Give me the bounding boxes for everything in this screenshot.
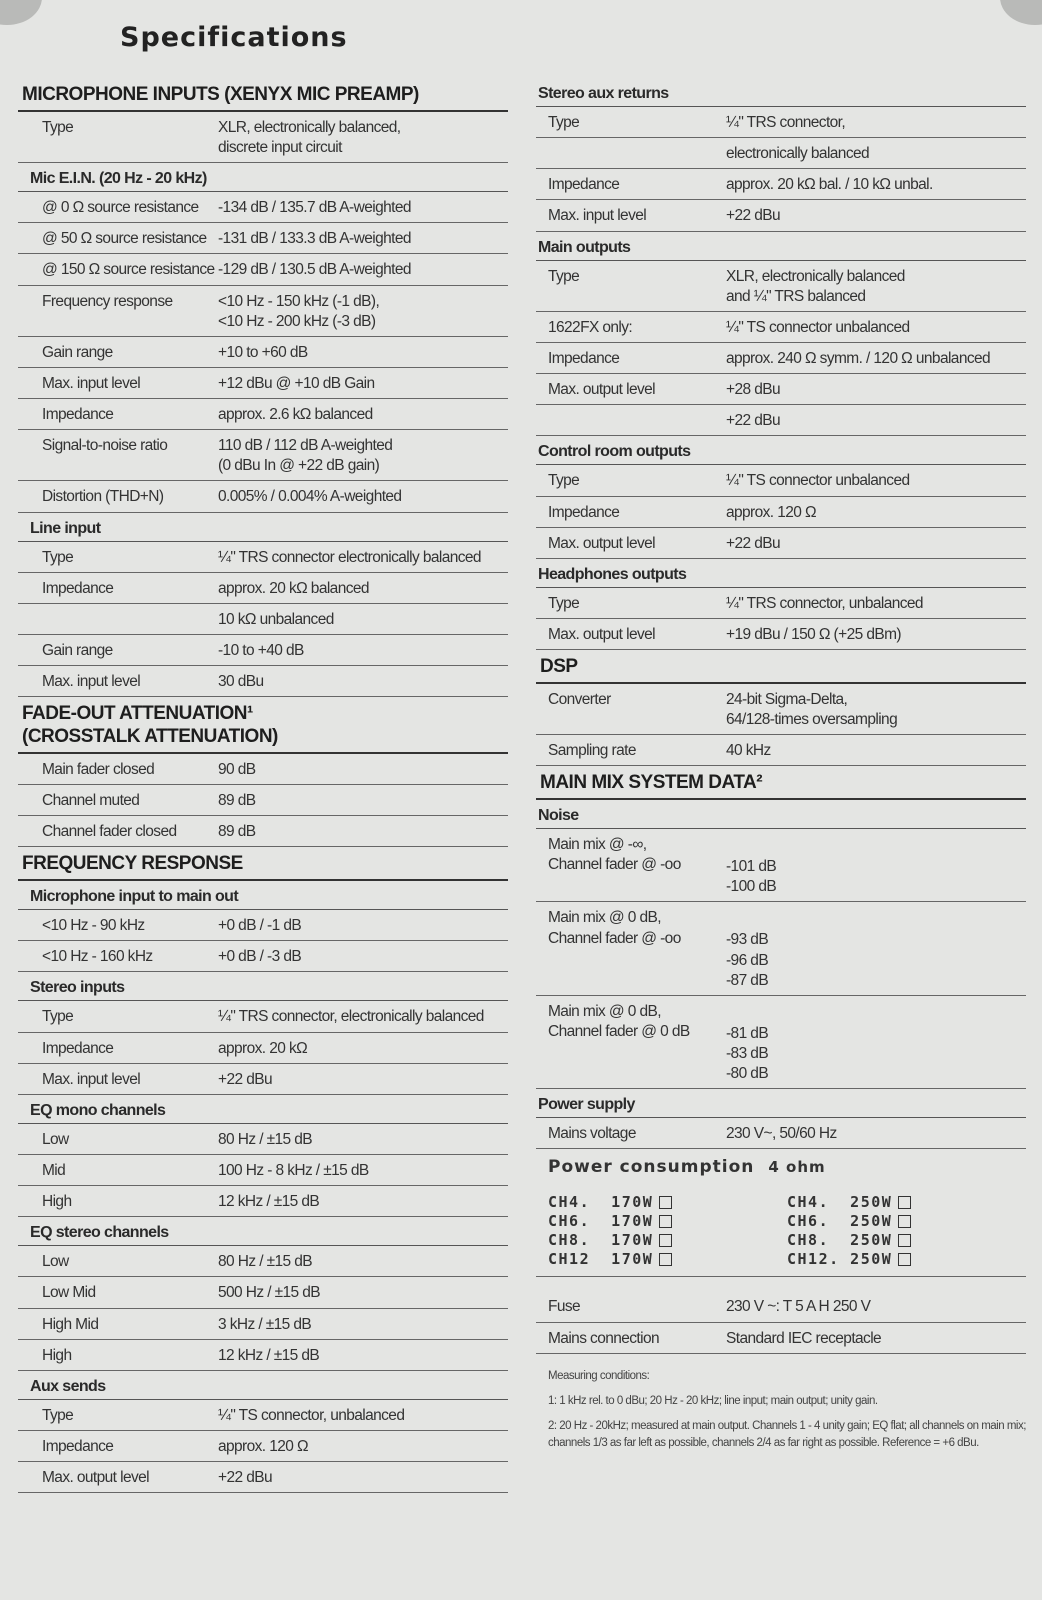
spec-row bbox=[18, 1064, 508, 1095]
subsection-heading-mic-e-i-n-20-hz-20-khz: Mic E.I.N. (20 Hz - 20 kHz) bbox=[18, 165, 508, 192]
spec-label: Max. input level bbox=[42, 673, 141, 691]
right-column bbox=[536, 78, 1026, 1461]
spec-value: +28 dBu bbox=[726, 381, 780, 399]
spec-value: 0.005% / 0.004% A-weighted bbox=[218, 488, 402, 506]
spec-row bbox=[536, 902, 1026, 995]
spec-value: ¼" TRS connector, unbalanced bbox=[726, 594, 923, 612]
subsection-heading-eq-stereo-channels: EQ stereo channels bbox=[18, 1219, 508, 1246]
power-option bbox=[548, 1212, 787, 1231]
spec-label: Gain range bbox=[42, 343, 113, 361]
spec-row bbox=[18, 604, 508, 635]
spec-value: 230 V ~: T 5 A H 250 V bbox=[726, 1298, 871, 1316]
spec-row bbox=[18, 1033, 508, 1064]
right-main-specs bbox=[536, 80, 1026, 1149]
spec-row bbox=[536, 735, 1026, 766]
power-ohm-label: 4 ohm bbox=[768, 1158, 826, 1177]
spec-value: Standard IEC receptacle bbox=[726, 1329, 882, 1347]
spec-row bbox=[18, 542, 508, 573]
power-option bbox=[787, 1250, 1026, 1269]
spec-label: Type bbox=[42, 548, 74, 566]
spec-row bbox=[18, 112, 508, 163]
spec-label: High Mid bbox=[42, 1315, 99, 1333]
spec-row bbox=[18, 941, 508, 972]
spec-label: Type bbox=[42, 1406, 74, 1424]
note-1: 1: 1 kHz rel. to 0 dBu; 20 Hz - 20 kHz; line input; main output; unity gain. bbox=[548, 1394, 878, 1407]
spec-value: <10 Hz - 150 kHz (-1 dB), <10 Hz - 200 kHz (-3 dB) bbox=[218, 292, 380, 330]
spec-row bbox=[18, 816, 508, 847]
page-corner-right bbox=[1000, 0, 1042, 25]
spec-row bbox=[18, 1124, 508, 1155]
spec-row bbox=[536, 312, 1026, 343]
subsection-heading-headphones-outputs: Headphones outputs bbox=[536, 561, 1026, 588]
spec-value: -134 dB / 135.7 dB A-weighted bbox=[218, 199, 411, 217]
spec-label: Sampling rate bbox=[548, 742, 636, 760]
spec-value: +22 dBu bbox=[726, 412, 780, 430]
note-2: 2: 20 Hz - 20kHz; measured at main output. Channels 1 - 4 unity gain; EQ flat; all channels on main mix; channels 1/3 as far left as possible, channels 2/4 as far right as possible. Reference = +6 dBu. bbox=[548, 1420, 1026, 1450]
spec-label bbox=[18, 610, 218, 630]
spec-value: approx. 2.6 kΩ balanced bbox=[218, 406, 373, 424]
spec-value: approx. 20 kΩ balanced bbox=[218, 579, 369, 597]
spec-row bbox=[536, 107, 1026, 138]
checkbox-icon bbox=[898, 1196, 911, 1209]
power-consumption-label: Power consumption bbox=[548, 1157, 755, 1178]
subsection-heading-power-supply: Power supply bbox=[536, 1091, 1026, 1118]
spec-value: 12 kHz / ±15 dB bbox=[218, 1346, 320, 1364]
spec-value: +0 dB / -3 dB bbox=[218, 948, 302, 966]
spec-row bbox=[18, 1309, 508, 1340]
page-title: Specifications bbox=[120, 22, 348, 53]
spec-label: Impedance bbox=[42, 1437, 114, 1455]
spec-value: 30 dBu bbox=[218, 673, 264, 691]
spec-label: Impedance bbox=[42, 1039, 114, 1057]
spec-label: Type bbox=[42, 118, 74, 136]
spec-label: Impedance bbox=[548, 349, 620, 367]
power-option bbox=[787, 1212, 1026, 1231]
spec-label: Main fader closed bbox=[42, 760, 155, 778]
spec-row bbox=[536, 465, 1026, 496]
spec-row bbox=[18, 573, 508, 604]
spec-value: 100 Hz - 8 kHz / ±15 dB bbox=[218, 1161, 369, 1179]
spec-label: @ 0 Ω source resistance bbox=[42, 199, 199, 217]
checkbox-icon bbox=[898, 1234, 911, 1247]
spec-row bbox=[536, 528, 1026, 559]
checkbox-icon bbox=[659, 1215, 672, 1228]
spec-row bbox=[536, 1291, 1026, 1322]
spec-label: Mains connection bbox=[548, 1329, 660, 1347]
spec-label: @ 150 Ω source resistance bbox=[42, 261, 215, 279]
spec-row bbox=[536, 996, 1026, 1089]
spec-value: +22 dBu bbox=[218, 1070, 272, 1088]
power-option-label: CH4. 170W bbox=[548, 1193, 654, 1212]
spec-row bbox=[18, 754, 508, 785]
spec-value: approx. 240 Ω symm. / 120 Ω unbalanced bbox=[726, 349, 991, 367]
spec-value: 40 kHz bbox=[726, 742, 771, 760]
spec-label: Mains voltage bbox=[548, 1125, 636, 1143]
spec-label: Main mix @ 0 dB, Channel fader @ -oo bbox=[548, 909, 681, 947]
spec-value: ¼" TRS connector, electronically balanced bbox=[218, 1008, 484, 1026]
spec-value: 10 kΩ unbalanced bbox=[218, 610, 334, 628]
spec-row bbox=[536, 138, 1026, 169]
spec-row bbox=[536, 588, 1026, 619]
spec-value: approx. 120 Ω bbox=[218, 1437, 308, 1455]
section-heading-microphone-inputs-xenyx-mic-preamp: MICROPHONE INPUTS (XENYX MIC PREAMP) bbox=[18, 78, 508, 112]
power-option-label: CH12. 250W bbox=[787, 1249, 893, 1268]
subsection-heading-main-outputs: Main outputs bbox=[536, 234, 1026, 261]
spec-label: Low Mid bbox=[42, 1284, 96, 1302]
spec-row bbox=[18, 635, 508, 666]
power-option-label: CH8. 250W bbox=[787, 1230, 893, 1249]
spec-row bbox=[18, 910, 508, 941]
spec-label: Gain range bbox=[42, 642, 113, 660]
spec-label: Type bbox=[548, 267, 580, 285]
subsection-heading-noise: Noise bbox=[536, 802, 1026, 829]
spec-value: +22 dBu bbox=[726, 534, 780, 552]
spec-label: High bbox=[42, 1193, 72, 1211]
spec-value: 230 V~, 50/60 Hz bbox=[726, 1125, 837, 1143]
subsection-heading-control-room-outputs: Control room outputs bbox=[536, 438, 1026, 465]
spec-value: +19 dBu / 150 Ω (+25 dBm) bbox=[726, 625, 901, 643]
spec-row bbox=[18, 399, 508, 430]
spec-value: XLR, electronically balanced, discrete input circuit bbox=[218, 118, 401, 156]
spec-label: Main mix @ 0 dB, Channel fader @ 0 dB bbox=[548, 1002, 690, 1040]
spec-row bbox=[536, 497, 1026, 528]
spec-row bbox=[536, 405, 1026, 436]
power-option bbox=[548, 1250, 787, 1269]
spec-row bbox=[18, 430, 508, 481]
checkbox-icon bbox=[659, 1253, 672, 1266]
power-option bbox=[787, 1231, 1026, 1250]
spec-label: Impedance bbox=[548, 503, 620, 521]
spec-label: Max. input level bbox=[548, 207, 647, 225]
subsection-heading-microphone-input-to-main-out: Microphone input to main out bbox=[18, 883, 508, 910]
right-tail-specs bbox=[536, 1291, 1026, 1353]
power-option-label: CH4. 250W bbox=[787, 1193, 893, 1212]
spec-value: +0 dB / -1 dB bbox=[218, 917, 302, 935]
spec-row bbox=[536, 619, 1026, 650]
power-option-label: CH8. 170W bbox=[548, 1230, 654, 1249]
spec-label: Impedance bbox=[42, 579, 114, 597]
spec-value: XLR, electronically balanced and ¼" TRS balanced bbox=[726, 267, 905, 305]
spec-value: approx. 20 kΩ bbox=[218, 1039, 308, 1057]
spec-value: ¼" TRS connector electronically balanced bbox=[218, 548, 481, 566]
spec-row bbox=[18, 1277, 508, 1308]
spec-value: 3 kHz / ±15 dB bbox=[218, 1315, 312, 1333]
spec-row bbox=[18, 368, 508, 399]
power-option-label: CH6. 250W bbox=[787, 1212, 893, 1231]
spec-value: 500 Hz / ±15 dB bbox=[218, 1284, 321, 1302]
spec-row bbox=[18, 785, 508, 816]
spec-label: Main mix @ -∞, Channel fader @ -oo bbox=[548, 836, 681, 874]
spec-label: Impedance bbox=[548, 176, 620, 194]
spec-label: <10 Hz - 90 kHz bbox=[42, 917, 145, 935]
spec-label: Type bbox=[548, 472, 580, 490]
spec-value: -93 dB -96 dB -87 dB bbox=[726, 931, 769, 989]
spec-label: Max. output level bbox=[548, 534, 655, 552]
spec-row bbox=[18, 286, 508, 337]
spec-label: Channel muted bbox=[42, 792, 140, 810]
spec-value: +22 dBu bbox=[726, 207, 780, 225]
power-option-label: CH6. 170W bbox=[548, 1212, 654, 1231]
spec-value: -81 dB -83 dB -80 dB bbox=[726, 1024, 769, 1083]
spec-row bbox=[18, 481, 508, 512]
spec-label: Frequency response bbox=[42, 292, 173, 310]
subsection-heading-eq-mono-channels: EQ mono channels bbox=[18, 1097, 508, 1124]
spec-value: 110 dB / 112 dB A-weighted (0 dBu In @ +22 dB gain) bbox=[218, 437, 393, 475]
spec-row bbox=[536, 684, 1026, 735]
spec-label: Max. output level bbox=[42, 1469, 149, 1487]
spec-row bbox=[18, 1246, 508, 1277]
spec-value: ¼" TS connector unbalanced bbox=[726, 472, 910, 490]
power-consumption-grid bbox=[536, 1183, 1026, 1277]
spec-row bbox=[18, 666, 508, 697]
spec-value: 80 Hz / ±15 dB bbox=[218, 1253, 313, 1271]
spec-row bbox=[18, 1155, 508, 1186]
spec-label: Type bbox=[548, 594, 580, 612]
subsection-heading-aux-sends: Aux sends bbox=[18, 1373, 508, 1400]
spec-label: Signal-to-noise ratio bbox=[42, 437, 168, 455]
spec-value: electronically balanced bbox=[726, 145, 870, 163]
spec-row bbox=[18, 223, 508, 254]
spec-row bbox=[536, 829, 1026, 902]
spec-value: -131 dB / 133.3 dB A-weighted bbox=[218, 230, 411, 248]
spec-label: Max. output level bbox=[548, 625, 655, 643]
spec-label: Fuse bbox=[548, 1298, 581, 1316]
spec-label: Max. input level bbox=[42, 1070, 141, 1088]
power-option bbox=[787, 1193, 1026, 1212]
spec-row bbox=[18, 192, 508, 223]
measuring-notes bbox=[536, 1354, 1026, 1453]
spec-label: High bbox=[42, 1346, 72, 1364]
spec-row bbox=[536, 1323, 1026, 1354]
power-consumption-title bbox=[536, 1149, 1026, 1183]
spec-label: Max. output level bbox=[548, 381, 655, 399]
checkbox-icon bbox=[898, 1253, 911, 1266]
spec-value: ¼" TS connector unbalanced bbox=[726, 318, 910, 336]
left-column bbox=[18, 78, 508, 1493]
spec-label: Channel fader closed bbox=[42, 823, 177, 841]
spec-value: approx. 120 Ω bbox=[726, 503, 816, 521]
spec-value: 12 kHz / ±15 dB bbox=[218, 1193, 320, 1211]
section-heading-fade-out-attenuation-crosstalk-attenuation: FADE-OUT ATTENUATION¹ (CROSSTALK ATTENUATION) bbox=[18, 697, 508, 754]
section-heading-dsp: DSP bbox=[536, 650, 1026, 684]
spec-label: <10 Hz - 160 kHz bbox=[42, 948, 153, 966]
spec-row bbox=[18, 337, 508, 368]
page-corner-left bbox=[0, 0, 42, 25]
spec-value: 24-bit Sigma-Delta, 64/128-times oversampling bbox=[726, 690, 898, 729]
spec-label bbox=[536, 411, 726, 431]
spec-value: approx. 20 kΩ bal. / 10 kΩ unbal. bbox=[726, 176, 933, 194]
spec-label bbox=[536, 144, 726, 164]
spec-value: -129 dB / 130.5 dB A-weighted bbox=[218, 261, 411, 279]
spec-label: Low bbox=[42, 1253, 69, 1271]
spec-label: Distortion (THD+N) bbox=[42, 488, 164, 506]
spec-row bbox=[536, 200, 1026, 231]
spec-value: -10 to +40 dB bbox=[218, 642, 304, 660]
spec-row bbox=[18, 1462, 508, 1493]
spec-value: +22 dBu bbox=[218, 1469, 272, 1487]
section-heading-frequency-response: FREQUENCY RESPONSE bbox=[18, 847, 508, 881]
spec-label: Impedance bbox=[42, 406, 114, 424]
spec-row bbox=[18, 1186, 508, 1217]
spec-row bbox=[536, 261, 1026, 312]
spec-value: 90 dB bbox=[218, 760, 256, 778]
spec-row bbox=[536, 374, 1026, 405]
spec-label: 1622FX only: bbox=[548, 318, 633, 336]
spec-label: Converter bbox=[548, 690, 611, 708]
spec-value: ¼" TS connector, unbalanced bbox=[218, 1406, 405, 1424]
spec-label: @ 50 Ω source resistance bbox=[42, 230, 207, 248]
spec-value: 89 dB bbox=[218, 792, 256, 810]
power-option-label: CH12 170W bbox=[548, 1249, 654, 1268]
checkbox-icon bbox=[898, 1215, 911, 1228]
subsection-heading-line-input: Line input bbox=[18, 515, 508, 542]
spec-label: Max. input level bbox=[42, 374, 141, 392]
spec-label: Low bbox=[42, 1130, 69, 1148]
notes-heading: Measuring conditions: bbox=[548, 1369, 650, 1382]
power-option bbox=[548, 1231, 787, 1250]
checkbox-icon bbox=[659, 1196, 672, 1209]
checkbox-icon bbox=[659, 1234, 672, 1247]
power-option bbox=[548, 1193, 787, 1212]
section-heading-main-mix-system-data: MAIN MIX SYSTEM DATA² bbox=[536, 766, 1026, 800]
spec-row bbox=[18, 1340, 508, 1371]
spec-label: Type bbox=[42, 1008, 74, 1026]
subsection-heading-stereo-aux-returns: Stereo aux returns bbox=[536, 80, 1026, 107]
spec-row bbox=[18, 1001, 508, 1032]
spec-row bbox=[18, 1431, 508, 1462]
spec-value: +10 to +60 dB bbox=[218, 343, 308, 361]
spec-value: -101 dB -100 dB bbox=[726, 858, 777, 896]
spec-value: 89 dB bbox=[218, 823, 256, 841]
subsection-heading-stereo-inputs: Stereo inputs bbox=[18, 974, 508, 1001]
spec-row bbox=[536, 1118, 1026, 1149]
spec-label: Type bbox=[548, 114, 580, 131]
spec-row bbox=[18, 254, 508, 285]
spec-row bbox=[536, 169, 1026, 200]
spec-value: ¼" TRS connector, bbox=[726, 114, 846, 131]
spec-value: +12 dBu @ +10 dB Gain bbox=[218, 374, 375, 392]
spec-row bbox=[18, 1400, 508, 1431]
spec-value: 80 Hz / ±15 dB bbox=[218, 1130, 313, 1148]
spec-row bbox=[536, 343, 1026, 374]
spec-label: Mid bbox=[42, 1161, 66, 1179]
